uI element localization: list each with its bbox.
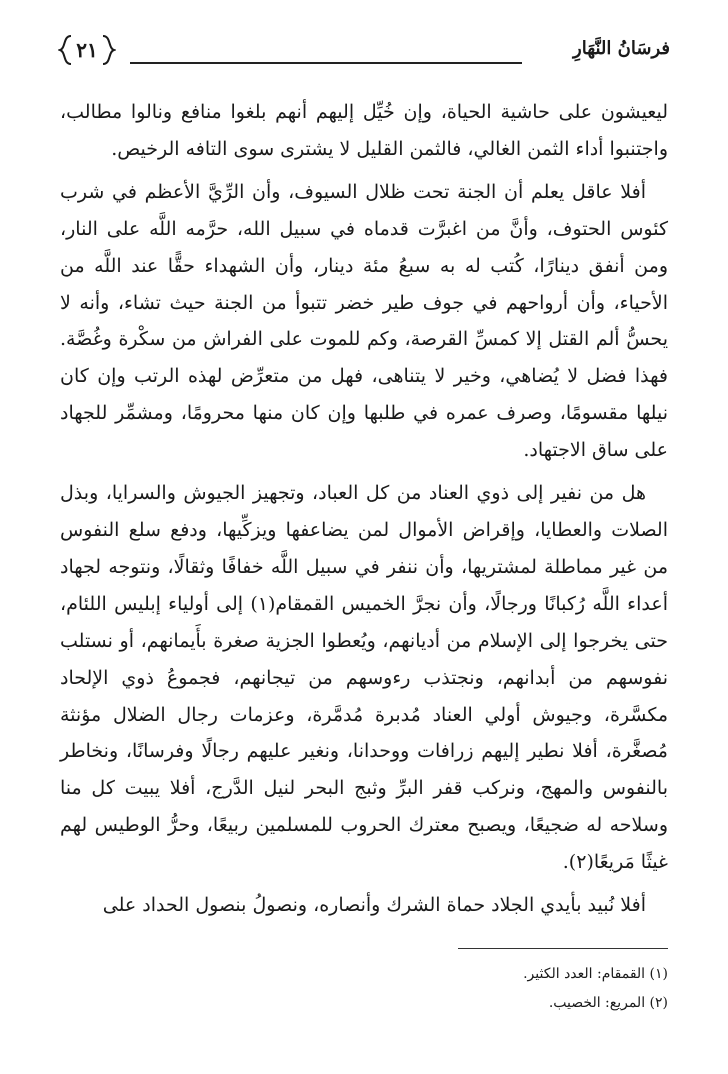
footnotes [268,960,668,1018]
paragraph-2: أفلا عاقل يعلم أن الجنة تحت ظلال السيوف، وأن الرِّيَّ الأعظم في شرب كئوس الحتوف، وأنَّ من اغبرَّت قدماه في سبيل الله، حرَّمه اللَّه على النار، ومن أنفق دينارًا، كُتب له به سبعُ مئة دينار، وأن الشهداء حقًّا عند اللَّه من الأحياء، وأن أرواحهم في جوف طير خضر تتبوأ من الجنة حيث تشاء، وأنه لا يحسُّ ألم القتل إلا كمسِّ القرصة، وكم للموت على الفراش من سكْرة وغُصَّة. فهذا فضل لا يُضاهي، وخير لا يتناهى، فهل من متعرِّض لهذه الرتب وإن كان نيلها مقسومًا، وصرف عمره في طلبها وإن كان منها محرومًا، ومشمِّر للجهاد على ساق الاجتهاد. [60,180,668,462]
paragraph-4: أفلا نُبيد بأيدي الجلاد حماة الشرك وأنصاره، ونصولُ بنصول الحداد على [102,894,646,917]
body-text [60,94,668,930]
page-number-frame [58,34,116,66]
paragraph-1: ليعيشون على حاشية الحياة، وإن خُيِّل إليهم أنهم بلغوا منافع ونالوا مطالب، واجتنبوا أداء الثمن الغالي، فالثمن القليل لا يشترى سوى التافه الرخيص. [60,101,668,160]
footnote-1: (١) القمقام: العدد الكثير. [523,966,668,982]
footnote-rule [458,948,668,949]
header-rule [130,62,522,64]
page-number: ٢١ [76,38,98,62]
paragraph-3: هل من نفير إلى ذوي العناد من كل العباد، وتجهيز الجيوش والسرايا، وبذل الصلات والعطايا، وإقراض الأموال لمن يضاعفها ويزكِّيها، ودفع سلع النفوس من غير مماطلة لمشتريها، وأن ننفر في سبيل اللَّه خفافًا وثقالًا، ونتوجه لجهاد أعداء اللَّه رُكبانًا ورجالًا، وأن نجرَّ الخميس القمقام(١) إلى أولياء إبليس اللئام، حتى يخرجوا إلى الإسلام من أديانهم، ويُعطوا الجزية صغرة بأَيمانهم، أو نستلب نفوسهم من أبدانهم، ونجتذب رءوسهم من تيجانهم، فجموعُ ذوي الإلحاد مكسَّرة، وجيوش أولي العناد مُدبرة مُدمَّرة، وعزمات رجال الضلال مؤنثة مُصغَّرة، أفلا نطير إليهم زرافات ووحدانا، ونغير عليهم رجالًا وفرسانًا، ونخاطر بالنفوس والمهج، ونركب قفر البرِّ وثبج البحر لنيل الدَّرج، أفلا يبيت كل منا وسلاحه له ضجيعًا، ويصبح معترك الحروب للمسلمين ربيعًا، وحرُّ الوطيس لهم غيثًا مَريعًا(٢). [60,482,668,874]
footnote-2: (٢) المريع: الخصيب. [548,995,668,1011]
page-header [58,34,670,74]
running-title: فرسَانُ النَّهَارِ [573,38,670,59]
